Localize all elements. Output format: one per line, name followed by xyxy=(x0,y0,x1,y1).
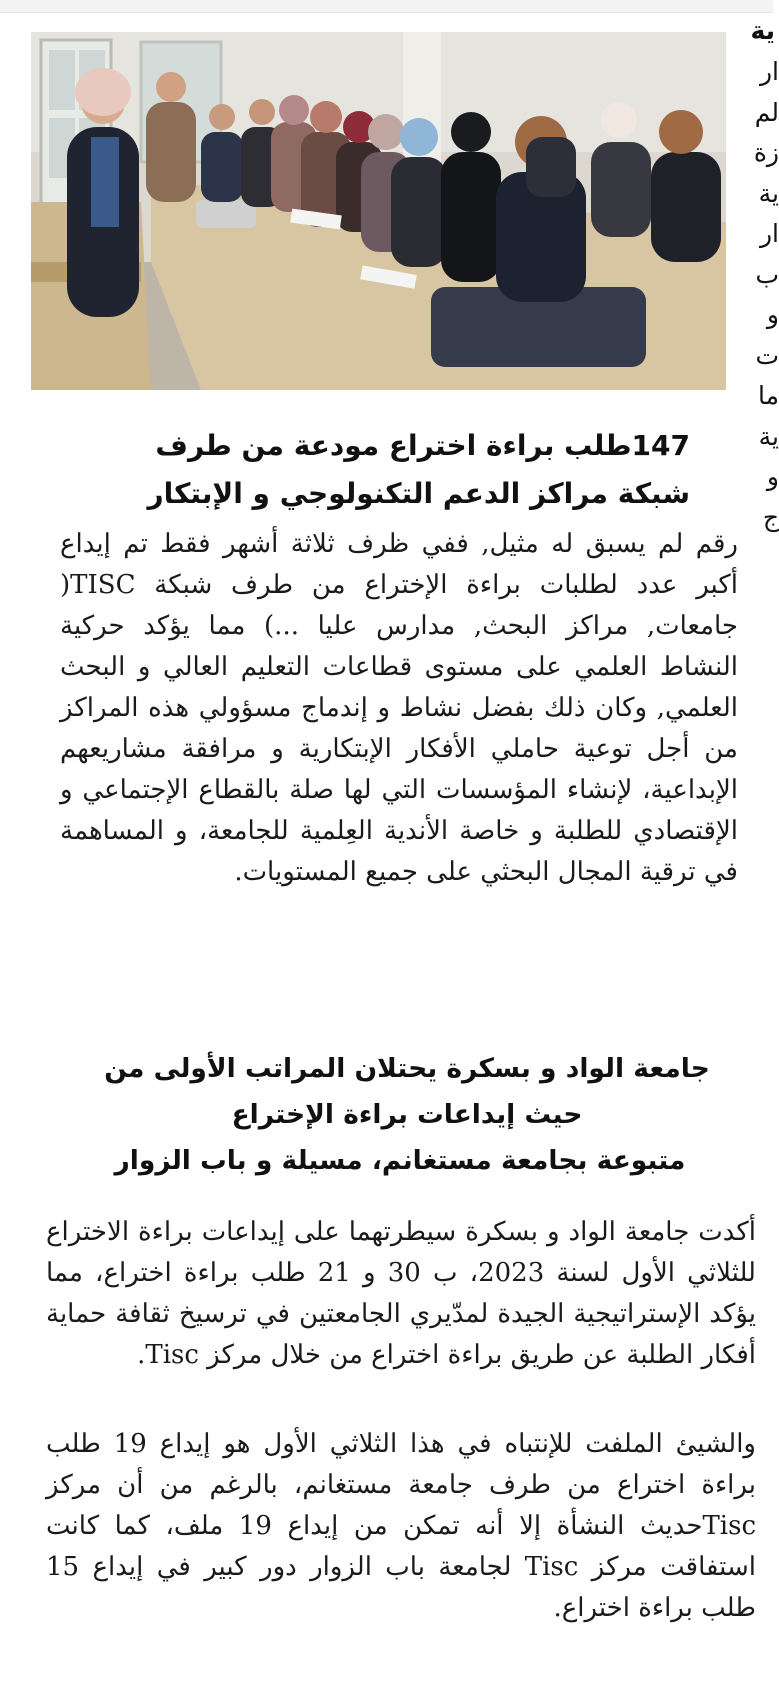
adjacent-column-line: ت xyxy=(755,340,779,370)
adjacent-column-line: ج xyxy=(762,502,779,532)
article1-headline xyxy=(100,422,690,518)
page-top-strip xyxy=(0,0,773,13)
article2-headline-line: حيث إيداعات براءة الإختراع xyxy=(231,1099,583,1130)
article1-headline-line: 147طلب براءة اختراع مودعة من طرف xyxy=(155,429,690,462)
adjacent-column-line: زة xyxy=(753,138,779,167)
article1-headline-line: شبكة مراكز الدعم التكنولوجي و الإبتكار xyxy=(147,477,690,510)
adjacent-column-line: ية xyxy=(758,421,779,451)
classroom-photo-illustration xyxy=(31,32,726,390)
article2-paragraph-1: أكدت جامعة الواد و بسكرة سيطرتهما على إيداعات براءة الاختراع للثلاثي الأول لسنة 2023، ب 30 و 21 طلب براءة اختراع، مما يؤكد الإستراتيجية الجيدة لمدّيري الجامعتين في ترسيخ ثقافة حماية أفكار الطلبة عن طريق براءة اختراع من خلال مركز Tisc. xyxy=(46,1217,756,1370)
adjacent-column-line: ار xyxy=(759,57,779,86)
adjacent-column-line: و xyxy=(766,462,779,491)
adjacent-column-line: ار xyxy=(759,219,779,248)
adjacent-column-line: ية xyxy=(758,178,779,208)
article2-headline-line: جامعة الواد و بسكرة يحتلان المراتب الأولى من xyxy=(104,1053,710,1084)
adjacent-column-fragment xyxy=(736,10,779,610)
adjacent-column-line: لم xyxy=(754,97,779,127)
article2-paragraph-2: والشيئ الملفت للإنتباه في هذا الثلاثي الأول هو إيداع 19 طلب براءة اختراع من طرف جامعة مستغانم، بالرغم من أن مركز Tiscحديث النشأة إلا أنه تمكن من إيداع 19 ملف، كما كانت استفاقت مركز Tisc لجامعة باب الزوار دور كبير في إيداع 15 طلب براءة اختراع. xyxy=(46,1429,756,1623)
article1-body: رقم لم يسبق له مثيل, ففي ظرف ثلاثة أشهر فقط تم إيداع أكبر عدد لطلبات براءة الإختراع من طرف شبكة TISC( جامعات, مراكز البحث, مدارس عليا ...) مما يؤكد حركية النشاط العلمي على مستوى قطاعات التعليم العالي و البحث العلمي, وكان ذلك بفضل نشاط و إندماج مسؤولي هذه المراكز من أجل توعية حاملي الأفكار الإبتكارية و مرافقة مشاريعهم الإبداعية، لإنشاء المؤسسات التي لها صلة بالقطاع الإجتماعي و الإقتصادي للطلبة و خاصة الأندية العِلمية للجامعة، و المساهمة في ترقية المجال البحثي على جميع المستويات. xyxy=(60,529,738,887)
adjacent-column-line: ب xyxy=(755,259,779,289)
adjacent-column-title-fragment: ية xyxy=(750,16,775,45)
article2-headline xyxy=(64,1046,750,1184)
adjacent-column-line: و xyxy=(766,300,779,329)
article2-headline-line: متبوعة بجامعة مستغانم، مسيلة و باب الزوار xyxy=(114,1145,686,1176)
classroom-photo xyxy=(31,32,726,390)
adjacent-column-line: ما xyxy=(757,381,779,410)
